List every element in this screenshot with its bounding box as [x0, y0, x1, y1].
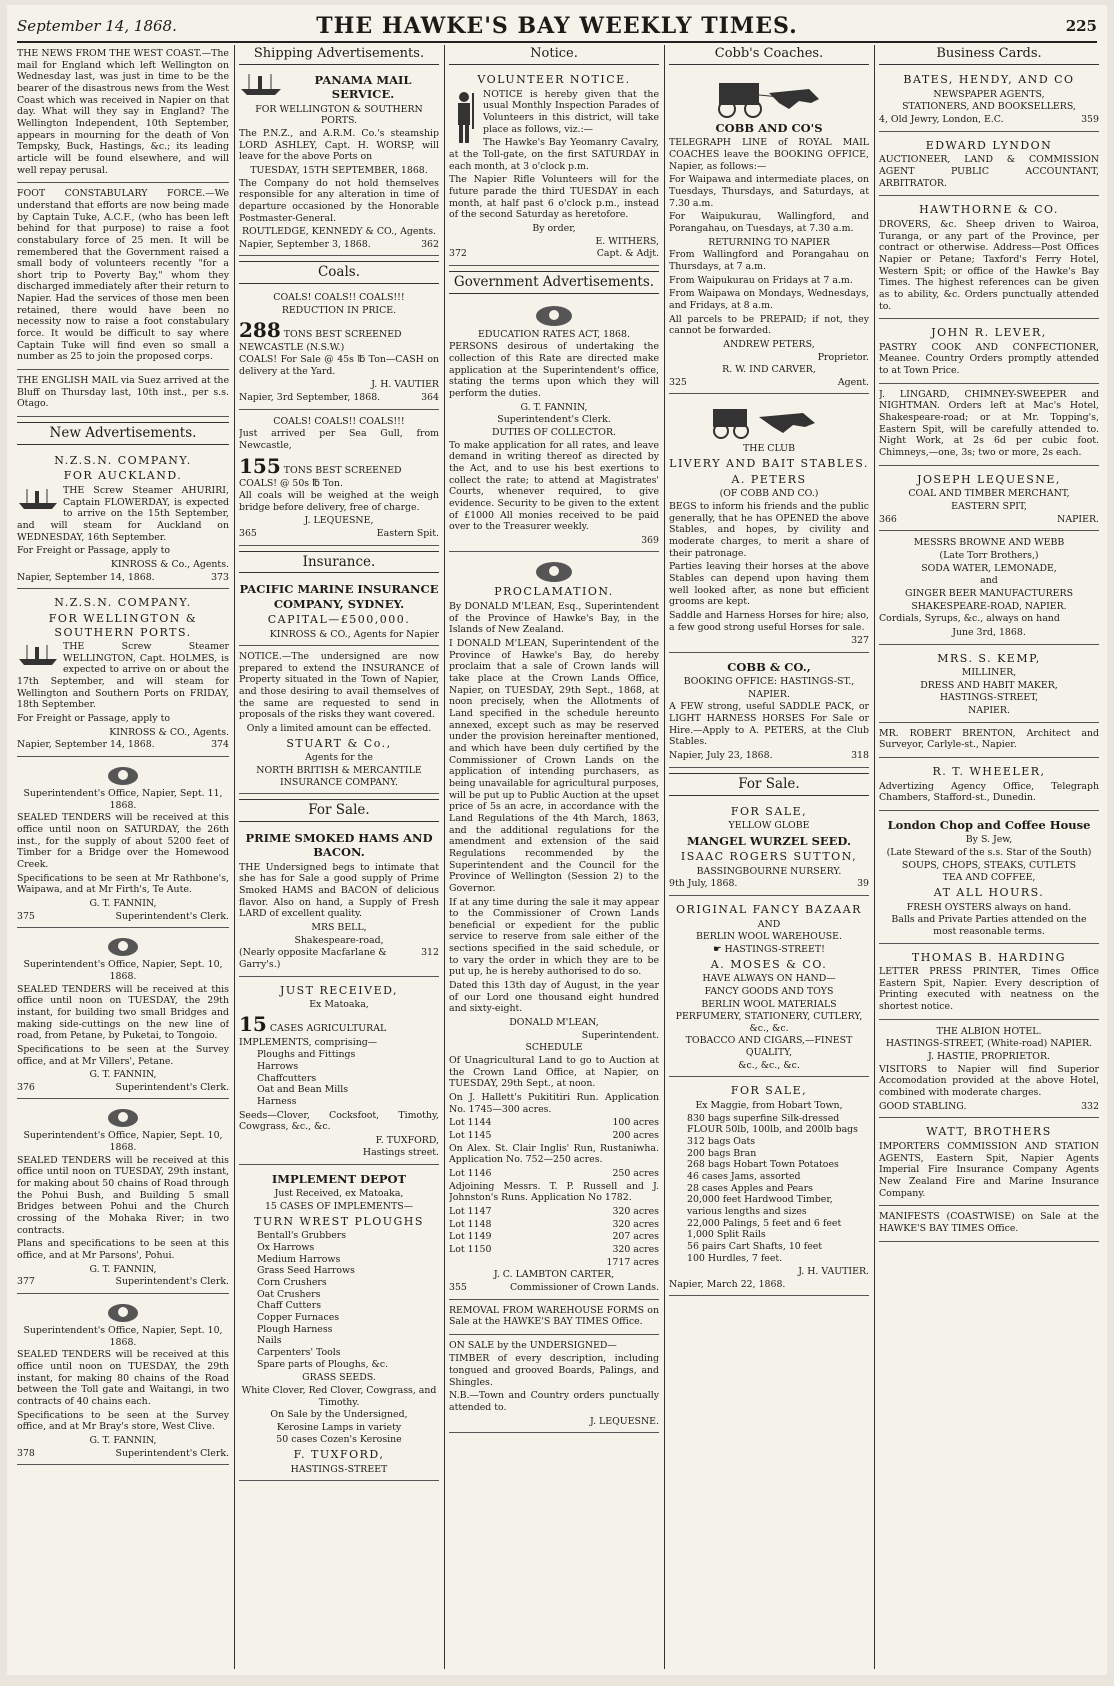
section-title-for-sale: For Sale. [239, 799, 439, 822]
steamship-icon [239, 71, 283, 97]
soldier-icon [449, 89, 479, 145]
newspaper-page [7, 5, 1107, 1675]
ad-club-stables: THE CLUB LIVERY AND BAIT STABLES. A. PETERS (OF COBB AND CO.) BEGS to inform his friends and the public generally, that he has OPENED the above Stables, and hopes, by civility and moderate charges, to merit a share of their patronage. Parties leaving their horses at the above Stables can depend upon having them well looked after, as none but efficient grooms are kept. Saddle and Harness Horses for hire; also, a few good strong useful Horses for sale. 327 [669, 396, 869, 652]
ad-for-sale-maggie: FOR SALE, Ex Maggie, from Hobart Town, 830 bags superfine Silk-dressed FLOUR 50lb, 100lb, and 200lb bags 312 bags Oats 200 bags Bran 268 bags Hobart Town Potatoes 46 cases Jams, assorted 28 cases Apples and Pears 20,000 feet Hardwood Timber, various lengths and sizes 22,000 Palings, 5 feet and 6 feet 1,000 Split Rails 56 pairs Cart Shafts, 10 feet 100 Hurdles, 7 feet. J. H. VAUTIER. Napier, March 22, 1868. [669, 1079, 869, 1295]
ad-pacific-marine: PACIFIC MARINE INSURANCE COMPANY, SYDNEY. CAPITAL—£500,000. KINROSS & CO., Agents for Napier [239, 577, 439, 646]
coat-of-arms-icon [106, 1106, 140, 1128]
section-title-government: Government Advertisements. [449, 271, 659, 294]
ad-just-received: JUST RECEIVED, Ex Matoaka, 15 CASES AGRICULTURAL IMPLEMENTS, comprising— Ploughs and Fittings Harrows Chaffcutters Oat and Bean Mills Harness Seeds—Clover, Cocksfoot, Timothy, Cowgrass, &c., &c. F. TUXFORD, Hastings street. [239, 979, 439, 1166]
pointing-hand: ☛ HASTINGS-STREET! [713, 943, 825, 955]
ad-coals-vautier: COALS! COALS!! COALS!!! REDUCTION IN PRICE. 288 TONS BEST SCREENED NEWCASTLE (N.S.W.) COALS! For Sale @ 45s ℔ Ton—CASH on delivery at the Yard. J. H. VAUTIER Napier, 3rd September, 1868. 364 [239, 288, 439, 409]
coat-of-arms-icon [106, 1301, 140, 1323]
coat-of-arms-icon [534, 559, 574, 583]
card-lyndon: EDWARD LYNDON AUCTIONEER, LAND & COMMISSION AGENT PUBLIC ACCOUNTANT, ARBITRATOR. [879, 134, 1099, 197]
column-shipping [239, 45, 439, 1669]
card-manifests: MANIFESTS (COASTWISE) on Sale at the HAWKE'S BAY TIMES Office. [879, 1208, 1099, 1241]
tender-notice: Superintendent's Office, Napier, Sept. 10, 1868. SEALED TENDERS will be received at this office until noon on TUESDAY, 29th instant, for making about 50 chains of Road through the Pohui Bush, and Building 5 small Bridges between Pohui and the Church crossing of the Mohaka River; in two contracts. Plans and specifications to be seen at this office, and at Mr Parsons', Pohui. G. T. FANNIN, 377 Superintendent's Clerk. [17, 1101, 229, 1294]
section-title-cobbs-coaches: Cobb's Coaches. [669, 46, 869, 65]
table-row: Lot 1148 320 acres [449, 1218, 659, 1230]
steamship-icon [17, 485, 59, 511]
ad-cobb-booking: COBB & CO., BOOKING OFFICE: HASTINGS-ST., NAPIER. A FEW strong, useful SADDLE PACK, or LIGHT HARNESS HORSES For Sale or Hire.—Apply to A. PETERS, at the Club Stables. Napier, July 23, 1868. 318 [669, 655, 869, 768]
card-harding: THOMAS B. HARDING LETTER PRESS PRINTER, Times Office Eastern Spit, Napier. Every description of Printing executed with neatness on the shortest notice. [879, 946, 1099, 1020]
column-news [17, 45, 229, 1669]
ad-volunteer-notice: VOLUNTEER NOTICE. NOTICE is hereby given that the usual Monthly Inspection Parades of Volunteers in this district, will take place as follows, viz.:— The Hawke's Bay Yeomanry Cavalry, at the Toll-gate, on the first SATURDAY in each month, at 3 o'clock p.m. The Napier Rifle Volunteers will for the future parade the third TUESDAY in each month, at half past 6 o'clock p.m., instead of the second Saturday as heretofore. By order, E. WITHERS, 372 Capt. & Adjt. [449, 68, 659, 266]
steamship-icon [17, 641, 59, 667]
card-lingard: J. LINGARD, CHIMNEY-SWEEPER and NIGHTMAN. Orders left at Mac's Hotel, Shakespeare-road; or at Mr. Topping's, Eastern Spit, will be carefully attended to. Night Work, at 2s 6d per cubic foot. Chimneys,—one, 3s; two or more, 2s each. [879, 386, 1099, 466]
card-bates-hendy: BATES, HENDY, AND CO NEWSPAPER AGENTS, STATIONERS, AND BOOKSELLERS, 4, Old Jewry, London, E.C. 359 [879, 68, 1099, 132]
table-row: Lot 1150 320 acres [449, 1243, 659, 1255]
table-row: Lot 1149 207 acres [449, 1231, 659, 1243]
column-rule [234, 45, 235, 1669]
section-title-notice: Notice. [449, 46, 659, 65]
horse-carriage-icon [699, 401, 839, 441]
column-rule [664, 45, 665, 1669]
section-title-for-sale: For Sale. [669, 773, 869, 796]
ad-mangel-seed: FOR SALE, YELLOW GLOBE MANGEL WURZEL SEED. ISAAC ROGERS SUTTON, BASSINGBOURNE NURSERY. 9th July, 1868. 39 [669, 800, 869, 896]
news-west-coast: THE NEWS FROM THE WEST COAST.—The mail for England which left Wellington on Wednesday last, was just in time to be the bearer of the disastrous news from the West Coast which was received in Napier on that day. What will they say in England? The Wellington Independent, 10th September, appears in mourning for the death of Von Tempsky, Buck, Hastings, &c.; its leading article will be found elsewhere, and will well repay perusal. [17, 45, 229, 183]
section-title-coals: Coals. [239, 261, 439, 284]
ad-implement-depot: IMPLEMENT DEPOT Just Received, ex Matoaka, 15 CASES OF IMPLEMENTS— TURN WREST PLOUGHS Bentall's Grubbers Ox Harrows Medium Harrows Grass Seed Harrows Corn Crushers Oat Crushers Chaff Cutters Copper Furnaces Plough Harness Nails Carpenters' Tools Spare parts of Ploughs, &c. GRASS SEEDS. White Clover, Red Clover, Cowgrass, and Timothy. On Sale by the Undersigned, Kerosine Lamps in variety 50 cases Cozen's Kerosine F. TUXFORD, HASTINGS-STREET [239, 1167, 439, 1481]
pointing-hand-icon: ☛ [713, 943, 725, 955]
ad-cobb-coaches: COBB AND CO'S TELEGRAPH LINE of ROYAL MAIL COACHES leave the BOOKING OFFICE, Napier, as follows:— For Waipawa and intermediate places, on Tuesdays, Thursdays, and Saturdays, at 7.30 a.m. For Waipukurau, Wallingford, and Porangahau, on Tuesdays, at 7.30 a.m. RETURNING TO NAPIER From Wallingford and Porangahau on Thursdays, at 7 a.m. From Waipukurau on Fridays at 7 a.m. From Waipawa on Mondays, Wednesdays, and Fridays, at 8 a.m. All parcels to be PREPAID; if not, they cannot be forwarded. ANDREW PETERS, Proprietor. R. W. IND CARVER, 325 Agent. [669, 68, 869, 394]
stagecoach-icon [699, 73, 839, 119]
masthead [17, 11, 1097, 43]
table-row: Lot 1147 320 acres [449, 1205, 659, 1217]
ad-nzsn-auckland: N.Z.S.N. COMPANY. FOR AUCKLAND. THE Screw Steamer AHURIRI, Captain FLOWERDAY, is expected to arrive on the 15th September, and will steam for Auckland on WEDNESDAY, 16th September. For Freight or Passage, apply to KINROSS & Co., Agents. Napier, September 14, 1868. 373 [17, 449, 229, 590]
news-constabulary: FOOT CONSTABULARY FORCE.—We understand that efforts are now being made by Captain Tuke, A.C.F., (who has been left behind for that purpose) to raise a foot constabulary force of 25 men. It will be remembered that the Government raised a small body of volunteers recently "for a short trip to Poverty Bay," whom they discharged immediately after their return to Napier. Had the services of those men been retained, there would have been no necessity now to raise a foot constabulary force. It would be difficult to say where Captain Tuke will find even so small a number as 25 to join the proposed corps. [17, 185, 229, 370]
table-row: Lot 1145 200 acres [449, 1129, 659, 1141]
section-title-new-ads: New Advertisements. [17, 422, 229, 445]
section-title-insurance: Insurance. [239, 551, 439, 574]
issue-date: September 14, 1868. [17, 17, 177, 35]
table-row: Lot 1146 250 acres [449, 1167, 659, 1179]
ad-removal-forms: REMOVAL FROM WAREHOUSE FORMS on Sale at the HAWKE'S BAY TIMES Office. [449, 1302, 659, 1335]
news-english-mail: THE ENGLISH MAIL via Suez arrived at the Bluff on Thursday last, 10th inst., per s.s. Otago. [17, 372, 229, 417]
coat-of-arms-icon [106, 935, 140, 957]
ad-panama-mail: PANAMA MAIL SERVICE. FOR WELLINGTON & SOUTHERN PORTS. The P.N.Z., and A.R.M. Co.'s steamship LORD ASHLEY, Capt. H. WORSP, will leave for the above Ports on TUESDAY, 15TH SEPTEMBER, 1868. The Company do not hold themselves responsible for any alteration in time of departure occasioned by the Honorable Postmaster-General. ROUTLEDGE, KENNEDY & CO., Agents. Napier, September 3, 1868. 362 [239, 68, 439, 256]
coat-of-arms-icon [534, 303, 574, 327]
ad-education-rates: EDUCATION RATES ACT, 1868. PERSONS desirous of undertaking the collection of this Rate are directed make application at the Superintendent's office, stating the terms upon which they will perform the duties. G. T. FANNIN, Superintendent's Clerk. DUTIES OF COLLECTOR. To make application for all rates, and leave demand in writing thereof as directed by the Act, and to use his best exertions to collect the rate; to attend at Magistrates' Courts, whenever required, to give evidence. Security to be given to the extent of £1000 All monies received to be paid over to the Treasurer weekly. 369 [449, 298, 659, 553]
tender-notice: Superintendent's Office, Napier, Sept. 11, 1868. SEALED TENDERS will be received at this office until noon on SATURDAY, the 26th inst., for the supply of about 5200 feet of Timber for a Bridge over the Homewood Creek. Specifications to be seen at Mr Rathbone's, Waipawa, and at Mr Firth's, Te Aute. G. T. FANNIN, 375 Superintendent's Clerk. [17, 759, 229, 928]
ad-proclamation: PROCLAMATION. By DONALD M'LEAN, Esq., Superintendent of the Province of Hawke's Bay, in the Islands of New Zealand. I DONALD M'LEAN, Superintendent of the Province of Hawke's Bay, do hereby proclaim that a sale of Crown lands will take place at the Crown Lands Office, Napier, on TUESDAY, 29th Sept., 1868, at noon precisely, when the Allotments of Land specified in the schedule hereunto annexed, except such as may be reserved under the provision hereinafter mentioned, and which have been duly certified by the Commissioner of Crown Lands on the application of intending purchasers, as being unavailable for agricultural purposes, will be put up to Public Auction at the upset price of 5s an acre, in accordance with the Land Regulations of the 4th March, 1863, and the additional regulations for the amendment and extension of the said Regulations recommended by the Superintendent and the Council for the Province of Wellington (Session 2) to the Governor. If at any time during the sale it may appear to the Commissioner of Crown Lands beneficial or expedient for the public service to reserve from sale either of the sections specified in the said schedule, or to vary the order in which they are to be put up, he is hereby authorised to do so. Dated this 13th day of August, in the year of our Lord one thousand eight hundred and sixty-eight. DONALD M'LEAN, Superintendent. SCHEDULE Of Unagricultural Land to go to Auction at the Crown Land Office, at Napier, on TUESDAY, 29th Sept., at noon. On J. Hallett's Pukititiri Run. Application No. 1745—300 acres. Lot 1144 100 acres Lot 1145 200 acres On Alex. St. Clair Inglis' Run, Rustaniwha. Application No. 752—250 acres. Lot 1146 250 acres Adjoining Messrs. T. P. Russell and J. Johnston's Runs. Application No 1782. Lot 1147 320 acres Lot 1148 320 acres Lot 1149 207 acres Lot 1150 320 acres 1717 acres J. C. LAMBTON CARTER, 355 Commissioner of Crown Lands. [449, 554, 659, 1299]
goods-list: 830 bags superfine Silk-dressed FLOUR 50lb, 100lb, and 200lb bags 312 bags Oats 200 bags Bran 268 bags Hobart Town Potatoes 46 cases Jams, assorted 28 cases Apples and Pears 20,000 feet Hardwood Timber, various lengths and sizes 22,000 Palings, 5 feet and 6 feet 1,000 Split Rails 56 pairs Cart Shafts, 10 feet 100 Hurdles, 7 feet. [687, 1112, 858, 1264]
card-brenton: MR. ROBERT BRENTON, Architect and Surveyor, Carlyle-st., Napier. [879, 725, 1099, 758]
column-notices [449, 45, 659, 1669]
section-title-business-cards: Business Cards. [879, 46, 1099, 65]
coat-of-arms-icon [106, 764, 140, 786]
card-browne-webb: MESSRS BROWNE AND WEBB (Late Torr Brothers,) SODA WATER, LEMONADE, and GINGER BEER MANUFACTURERS SHAKESPEARE-ROAD, NAPIER. Cordials, Syrups, &c., always on hand June 3rd, 1868. [879, 533, 1099, 644]
ad-fancy-bazaar: ORIGINAL FANCY BAZAAR AND BERLIN WOOL WAREHOUSE. ☛ HASTINGS-STREET! A. MOSES & CO. HAVE ALWAYS ON HAND— FANCY GOODS AND TOYS BERLIN WOOL MATERIALS PERFUMERY, STATIONERY, CUTLERY, &c., &c. TOBACCO AND CIGARS,—FINEST QUALITY, &c., &c., &c. [669, 898, 869, 1077]
table-row: Lot 1144 100 acres [449, 1117, 659, 1129]
card-kemp: MRS. S. KEMP, MILLINER, DRESS AND HABIT MAKER, HASTINGS-STREET, NAPIER. [879, 647, 1099, 723]
card-lequesne: JOSEPH LEQUESNE, COAL AND TIMBER MERCHANT, EASTERN SPIT, 366 NAPIER. [879, 468, 1099, 532]
ad-insurance-notice: NOTICE.—The undersigned are now prepared to extend the INSURANCE of Property situated in the Town of Napier, and those desiring to avail themselves of the same are requested to send in proposals of the risks they want covered. Only a limited amount can be effected. STUART & Co., Agents for the NORTH BRITISH & MERCANTILE INSURANCE COMPANY. [239, 648, 439, 794]
card-wheeler: R. T. WHEELER, Advertizing Agency Office, Telegraph Chambers, Stafford-st., Dunedin. [879, 760, 1099, 811]
column-rule [444, 45, 445, 1669]
column-business-cards [879, 45, 1099, 1669]
column-rule [874, 45, 875, 1669]
tender-notice: Superintendent's Office, Napier, Sept. 10, 1868. SEALED TENDERS will be received at this office until noon on TUESDAY, the 29th instant, for building two small Bridges and making side-cuttings on the new line of road, from Petane, by Puketai, to Tongoio. Specifications to be seen at the Survey office, and at Mr Villers', Petane. G. T. FANNIN, 376 Superintendent's Clerk. [17, 930, 229, 1099]
implement-list: Ploughs and Fittings Harrows Chaffcutters Oat and Bean Mills Harness [257, 1049, 356, 1107]
card-albion-hotel: THE ALBION HOTEL. HASTINGS-STREET, (White-road) NAPIER. J. HASTIE, PROPRIETOR. VISITORS to Napier will find Superior Accomodation provided at the above Hotel, combined with moderate charges. GOOD STABLING. 332 [879, 1022, 1099, 1119]
card-watt-brothers: WATT, BROTHERS IMPORTERS COMMISSION AND STATION AGENTS, Eastern Spit, Napier Agents Imperial Fire Insurance Company Agents New Zealand Fire and Marine Insurance Company. [879, 1120, 1099, 1206]
tender-notice: Superintendent's Office, Napier, Sept. 10, 1868. SEALED TENDERS will be received at this office until noon on TUESDAY, the 29th instant, for making 80 chains of the Road between the Toll gate and Waitangi, in two contracts of 40 chains each. Specifications to be seen at the Survey office, and at Mr Bray's store, West Clive. G. T. FANNIN, 378 Superintendent's Clerk. [17, 1296, 229, 1465]
card-chop-house: London Chop and Coffee House By S. Jew, (Late Steward of the s.s. Star of the South) SOUPS, CHOPS, STEAKS, CUTLETS TEA AND COFFEE, AT ALL HOURS. FRESH OYSTERS always on hand. Balls and Private Parties attended on the most reasonable terms. [879, 813, 1099, 943]
column-coaches [669, 45, 869, 1669]
ad-timber-sale: ON SALE by the UNDERSIGNED— TIMBER of every description, including tongued and grooved Boards, Palings, and Shingles. N.B.—Town and Country orders punctually attended to. J. LEQUESNE. [449, 1337, 659, 1434]
card-lever: JOHN R. LEVER, PASTRY COOK AND CONFECTIONER, Meanee. Country Orders promptly attended to at Town Price. [879, 321, 1099, 384]
implement-list: Bentall's Grubbers Ox Harrows Medium Harrows Grass Seed Harrows Corn Crushers Oat Crushers Chaff Cutters Copper Furnaces Plough Harness Nails Carpenters' Tools Spare parts of Ploughs, &c. [257, 1230, 389, 1370]
ad-hams-bacon: PRIME SMOKED HAMS AND BACON. THE Undersigned begs to intimate that she has for Sale a good supply of Prime Smoked HAMS and BACON of delicious flavor. Also on hand, a Supply of Fresh LARD of excellent quality. MRS BELL, Shakespeare-road, (Nearly opposite Macfarlane & Garry's.) 312 [239, 826, 439, 976]
newspaper-title: THE HAWKE'S BAY WEEKLY TIMES. [316, 13, 798, 39]
card-hawthorne: HAWTHORNE & CO. DROVERS, &c. Sheep driven to Wairoa, Turanga, or any part of the Province, per contract or otherwise. Address—Post Offices Napier or Petane; Taxford's Ferry Hotel, Western Spit; or office of the Hawke's Bay Times. The highest references can be given as to ability, &c. Orders punctually attended to. [879, 198, 1099, 319]
ad-coals-lequesne: COALS! COALS!! COALS!!! Just arrived per Sea Gull, from Newcastle, 155 TONS BEST SCREENED COALS! @ 50s ℔ Ton. All coals will be weighed at the weigh bridge before delivery, free of charge. J. LEQUESNE, 365 Eastern Spit. [239, 412, 439, 546]
ad-nzsn-wellington: N.Z.S.N. COMPANY. FOR WELLINGTON & SOUTHERN PORTS. THE Screw Steamer WELLINGTON, Capt. HOLMES, is expected to arrive on or about the 17th September, and will steam for Wellington and Southern Ports on FRIDAY, 18th September. For Freight or Passage, apply to KINROSS & CO., Agents. Napier, September 14, 1868. 374 [17, 591, 229, 757]
page-number: 225 [1065, 17, 1097, 35]
section-title-shipping: Shipping Advertisements. [239, 46, 439, 65]
